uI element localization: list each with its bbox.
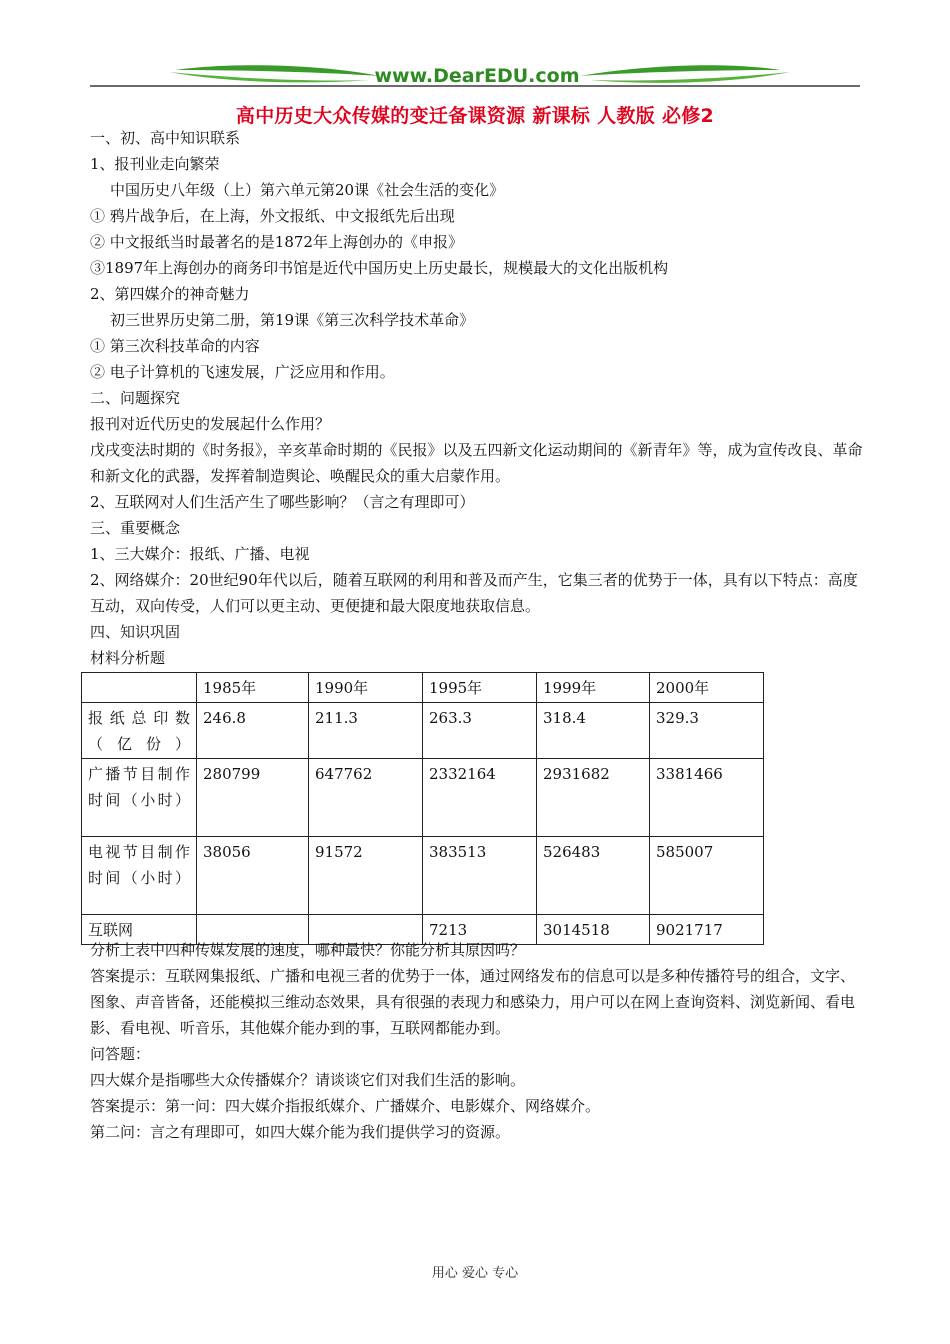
table-header-cell: 2000年 xyxy=(650,673,764,703)
table-cell: 585007 xyxy=(650,837,764,915)
table-row xyxy=(82,837,764,915)
left-swoosh xyxy=(175,65,380,76)
table-cell: 280799 xyxy=(197,759,309,837)
text-line: 问答题： xyxy=(90,1045,151,1063)
text-line: ② 中文报纸当时最著名的是1872年上海创办的《申报》 xyxy=(90,233,463,251)
table-cell: 2931682 xyxy=(537,759,650,837)
document-title: 高中历史大众传媒的变迁备课资源 新课标 人教版 必修2 xyxy=(235,105,715,127)
text-line: 材料分析题 xyxy=(90,649,166,667)
table-cell: 3014518 xyxy=(537,915,650,945)
table-cell: 211.3 xyxy=(309,703,423,759)
right-swoosh xyxy=(580,65,780,76)
section-heading-1: 一、初、高中知识联系 xyxy=(90,129,241,147)
text-line: ② 电子计算机的飞速发展，广泛应用和作用。 xyxy=(90,363,395,381)
text-line: 初三世界历史第二册，第19课《第三次科学技术革命》 xyxy=(110,311,475,329)
row-label-newspaper: 报纸总印数（亿份） xyxy=(82,703,197,759)
text-line: ① 第三次科技革命的内容 xyxy=(90,337,260,355)
table-header-cell: 1995年 xyxy=(423,673,537,703)
question-line: 分析上表中四种传媒发展的速度，哪种最快？你能分析其原因吗？ xyxy=(90,941,526,959)
row-label-radio: 广播节目制作时间（小时） xyxy=(82,759,197,837)
media-statistics-table xyxy=(81,672,764,945)
subheading-fourth-media: 2、第四媒介的神奇魅力 xyxy=(90,285,250,303)
section-heading-4: 四、知识巩固 xyxy=(90,623,181,641)
row-label-tv: 电视节目制作时间（小时） xyxy=(82,837,197,915)
table-cell: 329.3 xyxy=(650,703,764,759)
table-cell: 3381466 xyxy=(650,759,764,837)
table-cell: 7213 xyxy=(423,915,537,945)
table-header-cell: 1985年 xyxy=(197,673,309,703)
text-line: ① 鸦片战争后，在上海，外文报纸、中文报纸先后出现 xyxy=(90,207,455,225)
section-heading-3: 三、重要概念 xyxy=(90,519,181,537)
answer-line: 答案提示：第一问：四大媒介指报纸媒介、广播媒介、电影媒介、网络媒介。 xyxy=(90,1097,601,1115)
text-line: ③1897年上海创办的商务印书馆是近代中国历史上历史最长，规模最大的文化出版机构 xyxy=(90,259,669,277)
table-cell: 263.3 xyxy=(423,703,537,759)
table-cell: 2332164 xyxy=(423,759,537,837)
table-cell: 9021717 xyxy=(650,915,764,945)
question-line: 报刊对近代历史的发展起什么作用？ xyxy=(90,415,331,433)
question-line: 2、互联网对人们生活产生了哪些影响？（言之有理即可） xyxy=(90,493,475,511)
question-line: 四大媒介是指哪些大众传播媒介？请谈谈它们对我们生活的影响。 xyxy=(90,1071,526,1089)
table-cell: 246.8 xyxy=(197,703,309,759)
table-header-cell: 1990年 xyxy=(309,673,423,703)
paragraph: 戊戌变法时期的《时务报》，辛亥革命时期的《民报》以及五四新文化运动期间的《新青年》等，成为宣传改良、革命和新文化的武器，发挥着制造舆论、唤醒民众的重大启蒙作用。 xyxy=(90,441,863,485)
section-heading-2: 二、问题探究 xyxy=(90,389,181,407)
subheading-newspaper: 1、报刊业走向繁荣 xyxy=(90,155,220,173)
table-cell: 91572 xyxy=(309,837,423,915)
table-row xyxy=(82,759,764,837)
answer-line: 第二问：言之有理即可，如四大媒介能为我们提供学习的资源。 xyxy=(90,1123,511,1141)
row-label-internet: 互联网 xyxy=(82,915,197,945)
table-cell: 526483 xyxy=(537,837,650,915)
banner-logo-text: www.DearEDU.com xyxy=(374,65,580,87)
table-cell: 647762 xyxy=(309,759,423,837)
text-line: 中国历史八年级（上）第六单元第20课《社会生活的变化》 xyxy=(110,181,505,199)
table-cell: 383513 xyxy=(423,837,537,915)
table-header-cell: 1999年 xyxy=(537,673,650,703)
dearedu-banner xyxy=(90,58,860,98)
text-line: 1、三大媒介：报纸、广播、电视 xyxy=(90,545,310,563)
paragraph: 2、网络媒介：20世纪90年代以后，随着互联网的利用和普及而产生，它集三者的优势于一体，具有以下特点：高度互动，双向传受，人们可以更主动、更便捷和最大限度地获取信息。 xyxy=(90,571,858,615)
table-cell: 38056 xyxy=(197,837,309,915)
table-header-row xyxy=(82,673,764,703)
table-row xyxy=(82,703,764,759)
table-cell: 318.4 xyxy=(537,703,650,759)
table-header-cell xyxy=(82,673,197,703)
answer-paragraph: 答案提示：互联网集报纸、广播和电视三者的优势于一体，通过网络发布的信息可以是多种传播符号的组合，文字、图象、声音皆备，还能模拟三维动态效果，具有很强的表现力和感染力，用户可以在网上查询资料、浏览新闻、看电影、看电视、听音乐，其他媒介能办到的事，互联网都能办到。 xyxy=(90,967,856,1037)
page-footer: 用心 爱心 专心 xyxy=(431,1266,519,1281)
